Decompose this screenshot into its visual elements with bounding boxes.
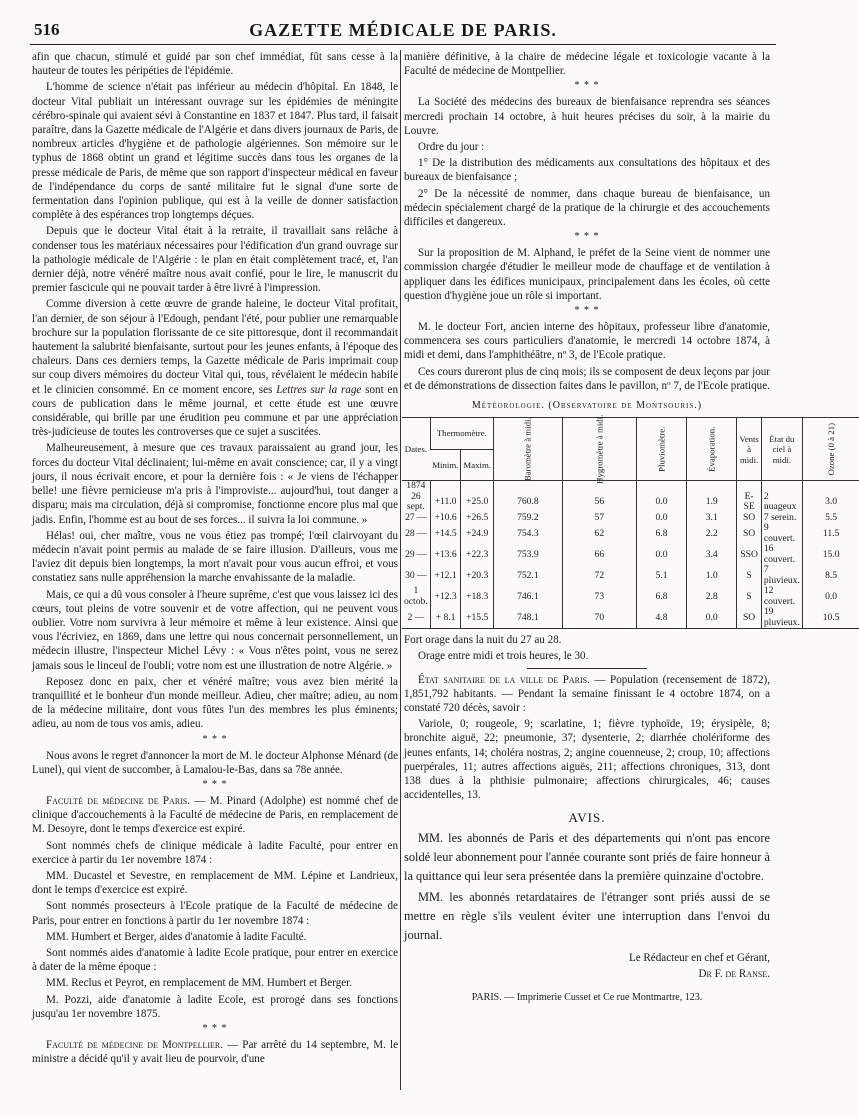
paragraph: M. le docteur Fort, ancien interne des hôpitaux, professeur libre d'anatomie, commencera ses cours particuliers d'anatomie, le mercredi 14 octobre 1874, à midi et demi, dans l'amphithéâtre, nº 3, de l'Ecole pratique. bbox=[404, 321, 770, 362]
col-evapo bbox=[687, 418, 737, 481]
paragraph: Sont nommés chefs de clinique médicale à ladite Faculté, pour entrer en exercice à partir du 1er novembre 1874 : bbox=[32, 839, 398, 866]
signature-name: Dr F. de Ranse. bbox=[698, 967, 770, 980]
text-run: — M. Pinard (Adolphe) est nommé chef de clinique d'accouchements à la Faculté de médecine de Paris, en remplacement de M. Desoyre, dont le temps d'exercice est expiré. bbox=[32, 794, 399, 836]
paragraph: 2° De la nécessité de nommer, dans chaque bureau de bienfaisance, un médecin spécialement chargé de la pratique de la chirurgie et des accouchements difficiles et dangereux. bbox=[404, 187, 770, 229]
section-stars: * * * bbox=[202, 733, 228, 745]
weather-cell: 30 — bbox=[405, 569, 427, 581]
weather-cell: 0.0 bbox=[687, 607, 737, 629]
weather-row bbox=[402, 492, 859, 513]
section-heading: Faculté de médecine de Paris. bbox=[46, 794, 191, 807]
printer-footer: PARIS. — Imprimerie Cusset et Ce rue Montmartre, 123. bbox=[471, 992, 703, 1004]
signature-title: Le Rédacteur en chef et Gérant, bbox=[628, 951, 770, 964]
weather-cell: 6.8 bbox=[636, 523, 686, 544]
weather-cell: 12 couvert. bbox=[761, 586, 802, 607]
weather-table bbox=[402, 414, 859, 629]
section-stars: * * * bbox=[574, 305, 600, 317]
weather-cell: 2.2 bbox=[687, 523, 737, 544]
paragraph: Depuis que le docteur Vital était à la retraite, il travaillait sans relâche à condenser tous les matériaux nécessaires pour l'édification d'un grand ouvrage sur la pathologie médicale de l'Algérie : le plan en était complètement tracé, et, l'an dernier déjà, notre vénéré maître nous avait confié, pour le lire, le manuscrit du premier fascicule qui ne pouvait tarder à être livré à l'impression. bbox=[32, 225, 398, 295]
weather-cell: +12.1 bbox=[430, 565, 461, 586]
weather-row bbox=[402, 586, 859, 607]
section-stars: * * * bbox=[574, 80, 600, 92]
weather-cell: 2.8 bbox=[687, 586, 737, 607]
paragraph: MM. les abonnés de Paris et des départements qui n'ont pas encore soldé leur abonnement pour l'année courante sont priés de faire honneur à la quittance qui leur sera présentée dans la première quinzaine d'octobre. bbox=[404, 830, 770, 883]
weather-cell: 0.0 bbox=[802, 586, 859, 607]
col-ciel: État du ciel à midi. bbox=[761, 418, 802, 481]
weather-row bbox=[402, 565, 859, 586]
weather-cell: +22.3 bbox=[461, 544, 494, 565]
year-cell: 1874 bbox=[406, 480, 426, 492]
col-hygro bbox=[562, 414, 636, 484]
weather-cell: 62 bbox=[562, 523, 636, 544]
weather-cell: +14.5 bbox=[430, 523, 461, 544]
weather-note: Orage entre midi et trois heures, le 30. bbox=[418, 650, 589, 663]
weather-cell: 70 bbox=[562, 607, 636, 629]
weather-cell: 0.0 bbox=[636, 492, 686, 513]
weather-cell: 1.0 bbox=[687, 565, 737, 586]
paragraph: Malheureusement, à mesure que ces travaux paraissaient au grand jour, les forces du docteur Vital déclinaient; lui-même en avait conscience; car, il y a vingt jours, il nous écrivait encore, et pour la dernière fois : « Je viens de l'échapper belle! une fièvre pernicieuse m'a pris à l'improviste... aujourd'hui, tout danger a disparu; mais ma circulation, déjà si compromise, fonctionne encore plus mal que jadis. Enfin, l'homme est au bout de ses forces... il suivra la loi commune. » bbox=[32, 442, 398, 526]
paragraph: 1° De la distribution des médicaments aux consultations des hôpitaux et des bureaux de bienfaisance ; bbox=[404, 157, 770, 184]
page-header bbox=[30, 14, 776, 45]
weather-cell: 6.8 bbox=[636, 586, 686, 607]
weather-cell: 11.5 bbox=[802, 523, 859, 544]
weather-cell: 16 couvert. bbox=[761, 544, 802, 565]
weather-cell: 2 nuageux bbox=[761, 492, 802, 513]
col-pluvio bbox=[636, 418, 686, 481]
section-stars: * * * bbox=[574, 231, 600, 243]
paragraph: manière définitive, à la chaire de médecine légale et toxicologie vacante à la Faculté de médecine de Montpellier. bbox=[404, 51, 770, 78]
weather-cell: 15.0 bbox=[802, 544, 859, 565]
weather-cell: +18.3 bbox=[461, 586, 494, 607]
paragraph: Mais, ce qui a dû vous consoler à l'heure suprême, c'est que vous laissez ici des cœurs, tout pleins de votre souvenir et de votre affection, qui ne peuvent vous oublier. Votre nom survivra à leur mémoire et même à leur existence. Ainsi que vous l'écriviez, en 1869, dans une lettre qui nous concernait personnellement, un médecin illustre, l'inspecteur Michel Lévy : « Vous n'êtes point, vous ne serez jamais sous le linceul de l'oubli; votre nom est une illustration de notre Algérie. » bbox=[32, 588, 398, 672]
weather-cell: +26.5 bbox=[461, 513, 494, 524]
weather-cell: 27 — bbox=[405, 511, 427, 523]
weather-cell: 9 couvert. bbox=[761, 523, 802, 544]
weather-cell: +25.0 bbox=[461, 492, 494, 513]
paragraph: MM. Humbert et Berger, aides d'anatomie à ladite Faculté. bbox=[46, 930, 307, 943]
paragraph: Sont nommés prosecteurs à l'Ecole pratique de la Faculté de médecine de Paris, pour entrer en fonctions à partir du 1er novembre 1874 : bbox=[32, 900, 398, 927]
weather-cell: 753.9 bbox=[494, 544, 563, 565]
paragraph bbox=[32, 297, 398, 439]
weather-cell: 746.1 bbox=[494, 586, 563, 607]
weather-table-body bbox=[402, 481, 859, 629]
section-stars: * * * bbox=[202, 1023, 228, 1034]
weather-cell: 748.1 bbox=[494, 607, 563, 629]
paragraph: MM. les abonnés retardataires de l'étranger sont priés aussi de se mettre en règle s'ils veulent éviter une interruption dans l'envoi du journal. bbox=[404, 889, 770, 942]
weather-cell: 28 — bbox=[405, 527, 427, 539]
weather-cell: 1 octob. bbox=[404, 585, 428, 607]
paragraph: Sur la proposition de M. Alphand, le préfet de la Seine vient de nommer une commission chargée d'étudier le meilleur mode de chauffage et de ventilation à appliquer dans les édifices municipaux, principalement dans les écoles, où cette question d'hygiène joue un rôle si important. bbox=[404, 247, 770, 302]
page-number: 516 bbox=[34, 20, 60, 39]
paragraph: MM. Reclus et Peyrot, en remplacement de MM. Humbert et Berger. bbox=[46, 977, 353, 990]
col-vents: Vents à midi. bbox=[737, 418, 762, 481]
col-ozone-label: Ozone (0 à 21) bbox=[825, 423, 836, 476]
weather-cell: +11.0 bbox=[430, 492, 461, 513]
column-divider bbox=[400, 50, 401, 1090]
col-minim: Minim. bbox=[430, 449, 461, 481]
text-run: sont en cours de publication dans le même journal, et cette étude est une œuvre considérable, qui brille par une érudition peu commune et par une appréciation très-judicieuse de toutes les controverses que ce sujet a suscitées. bbox=[32, 383, 398, 439]
weather-cell: S bbox=[737, 586, 762, 607]
weather-cell: +13.6 bbox=[430, 544, 461, 565]
weather-cell: 754.3 bbox=[494, 523, 563, 544]
paragraph: L'homme de science n'était pas inférieur au médecin d'hôpital. En 1848, le docteur Vital publiait un intéressant ouvrage sur les épidémies de méningite cérébro-spinale qui avaient sévi à Constantine en 1837 et 1847. Plus tard, il faisait paraître, dans la Gazette médicale de l'Algérie et dans divers journaux de Paris, de nombreux articles d'hygiène et de pathologie algériennes. Son mémoire sur le typhus de 1868 obtint un grand et légitime succès dans tous les organes de la presse médicale de Paris, de même que son rapport d'inspecteur médical en faveur de l'indépendance du corps de santé militaire fut le signal d'une sorte de fermentation dans l'opinion publique, qui est à la veille de donner satisfaction complète à des espérances trop longtemps déçues. bbox=[32, 81, 398, 222]
weather-cell: S bbox=[737, 565, 762, 586]
weather-note: Fort orage dans la nuit du 27 au 28. bbox=[404, 634, 562, 647]
weather-cell: 5.5 bbox=[802, 513, 859, 524]
paragraph bbox=[32, 794, 398, 837]
weather-row bbox=[402, 523, 859, 544]
weather-cell: 3.1 bbox=[687, 513, 737, 524]
section-heading: État sanitaire de la ville de Paris. bbox=[418, 673, 590, 686]
avis-title: AVIS. bbox=[568, 809, 606, 825]
weather-cell: 26 sept. bbox=[406, 490, 425, 513]
col-baro bbox=[494, 418, 563, 481]
weather-cell: +10.6 bbox=[430, 513, 461, 524]
paragraph: MM. Ducastel et Sevestre, en remplacement de MM. Lépine et Landrieux, dont le temps d'exercice est expiré. bbox=[32, 869, 398, 897]
paragraph: La Société des médecins des bureaux de bienfaisance reprendra ses séances mercredi prochain 14 octobre, à huit heures précises du soir, à la mairie du Louvre. bbox=[404, 96, 770, 137]
weather-cell: SO bbox=[737, 607, 762, 629]
weather-cell: +15.5 bbox=[461, 607, 494, 629]
col-maxim: Maxim. bbox=[461, 449, 494, 481]
weather-cell: 73 bbox=[562, 586, 636, 607]
journal-title: GAZETTE MÉDICALE DE PARIS. bbox=[249, 20, 557, 40]
right-column bbox=[404, 50, 840, 1005]
weather-cell: 760.8 bbox=[494, 492, 563, 513]
paragraph: Hélas! oui, cher maître, vous ne vous étiez pas trompé; l'œil clairvoyant du médecin n'avait point permis au malade de se faire illusion. D'ailleurs, vous me l'aviez dit depuis bien longtemps, la mort n'avait pour vous aucun effroi, et vous constatiez sans nulle appréhension la marche envahissante de la maladie. bbox=[32, 529, 398, 585]
weather-cell: 759.2 bbox=[494, 513, 563, 524]
weather-cell: E-SE bbox=[737, 492, 762, 513]
weather-cell: 57 bbox=[562, 513, 636, 524]
paragraph: Ordre du jour : bbox=[418, 141, 485, 154]
left-column bbox=[32, 50, 398, 1068]
weather-row bbox=[402, 607, 859, 629]
weather-cell: +24.9 bbox=[461, 523, 494, 544]
text-run: Comme diversion à cette œuvre de grande haleine, le docteur Vital profitait, l'an dernier, de son séjour à l'Edough, pendant l'été, pour publier une remarquable brochure sur la population florissante de ce site pittoresque, dont il recommandait hautement la salubrité bienfaisante, surtout pour les jeunes enfants, à l'époque des chaleurs. Dans ces derniers temps, la Gazette médicale de Paris imprimait coup sur coup divers mémoires du docteur Vital qui, tous, révélaient le médecin habile et le clinicien consommé. En ce moment encore, ses bbox=[32, 298, 398, 396]
paragraph: Nous avons le regret d'annoncer la mort de M. le docteur Alphonse Ménard (de Lunel), qui vient de succomber, à Lamalou-le-Bas, dans sa 78e année. bbox=[32, 749, 398, 776]
paragraph: Ces cours dureront plus de cinq mois; ils se composent de deux leçons par jour et de démonstrations de dissection faites dans le pavillon, nº 7, de l'Ecole pratique. bbox=[404, 365, 770, 392]
weather-cell: 3.4 bbox=[687, 544, 737, 565]
weather-cell: 66 bbox=[562, 544, 636, 565]
weather-cell: 5.1 bbox=[636, 565, 686, 586]
weather-cell: 3.0 bbox=[802, 492, 859, 513]
weather-row bbox=[402, 513, 859, 524]
weather-cell: +12.3 bbox=[430, 586, 461, 607]
weather-cell: 752.1 bbox=[494, 565, 563, 586]
weather-cell: 8.5 bbox=[802, 565, 859, 586]
weather-cell: 0.0 bbox=[636, 513, 686, 524]
section-heading: Faculté de médecine de Montpellier. bbox=[46, 1039, 224, 1051]
weather-cell: 72 bbox=[562, 565, 636, 586]
col-evapo-label: Évaporation. bbox=[706, 426, 717, 472]
col-ozone bbox=[802, 418, 859, 481]
paragraph: Sont nommés aides d'anatomie à ladite Ecole pratique, pour entrer en exercice à dater de la même époque : bbox=[32, 946, 398, 974]
italic-title: Lettres sur la rage bbox=[276, 383, 362, 396]
col-baro-label: Baromètre à midi. bbox=[522, 417, 533, 482]
paragraph: afin que chacun, stimulé et guidé par son chef immédiat, fût sans cesse à la hauteur de toutes les péripéties de l'épidémie. bbox=[32, 51, 398, 78]
col-pluvio-label: Pluviomètre. bbox=[656, 426, 667, 472]
paragraph: Variole, 0; rougeole, 9; scarlatine, 1; fièvre typhoïde, 19; érysipèle, 8; bronchite aiguë, 22; pneumonie, 37; dysenterie, 2; diarrhée cholériforme des jeunes enfants, 14; choléra nostras, 2; angine couenneuse, 2; croup, 10; affections puerpérales, 11; autres affections aiguës, 211; affections chroniques, 313, dont 138 dues à la phthisie pulmonaire; affections chirurgicales, 46; causes accidentelles, 13. bbox=[404, 718, 770, 802]
paragraph: M. Pozzi, aide d'anatomie à ladite Ecole, est prorogé dans ses fonctions jusqu'au 1er novembre 1875. bbox=[32, 993, 398, 1020]
weather-cell: 29 — bbox=[405, 548, 427, 560]
meteo-title: Météorologie. (Observatoire de Montsouris.) bbox=[471, 400, 703, 412]
col-dates: Dates. bbox=[402, 418, 430, 481]
weather-cell: 2 — bbox=[407, 611, 425, 623]
col-thermo: Thermomètre. bbox=[430, 418, 493, 450]
weather-cell: + 8.1 bbox=[430, 607, 461, 629]
paragraph bbox=[32, 1038, 398, 1066]
section-stars: * * * bbox=[202, 778, 228, 790]
weather-cell: 0.0 bbox=[636, 544, 686, 565]
paragraph: Reposez donc en paix, cher et vénéré maître; vous avez bien mérité la tranquillité et le bonheur d'un monde meilleur. Adieu, cher maître; adieu, au nom de la médecine militaire, dont vous fûtes l'un des membres les plus éminents; adieu, au nom de tous vos amis, adieu. bbox=[32, 675, 398, 731]
weather-cell: SO bbox=[737, 513, 762, 524]
weather-row bbox=[402, 544, 859, 565]
weather-cell: 56 bbox=[562, 492, 636, 513]
weather-cell: 19 pluvieux. bbox=[761, 607, 802, 629]
weather-cell: 10.5 bbox=[802, 607, 859, 629]
weather-cell: SSO bbox=[737, 544, 762, 565]
paragraph bbox=[404, 673, 770, 716]
weather-cell: 7 serein. bbox=[761, 513, 802, 524]
divider bbox=[527, 668, 647, 669]
weather-cell: +20.3 bbox=[461, 565, 494, 586]
col-hygro-label: Hygromètre à midi. bbox=[594, 414, 605, 484]
weather-cell: SO bbox=[737, 523, 762, 544]
weather-cell: 7 pluvieux. bbox=[761, 565, 802, 586]
text-run: — Population (recensement de 1872), 1,851,792 habitants. — Pendant la semaine finissant le 4 octobre 1874, on a constaté 720 décès, savoir : bbox=[404, 673, 770, 715]
text-run: — Par arrêté du 14 septembre, M. le ministre a décidé qu'il y avait lieu de pourvoir, d'une bbox=[32, 1039, 398, 1066]
weather-cell: 1.9 bbox=[687, 492, 737, 513]
weather-cell: 4.8 bbox=[636, 607, 686, 629]
